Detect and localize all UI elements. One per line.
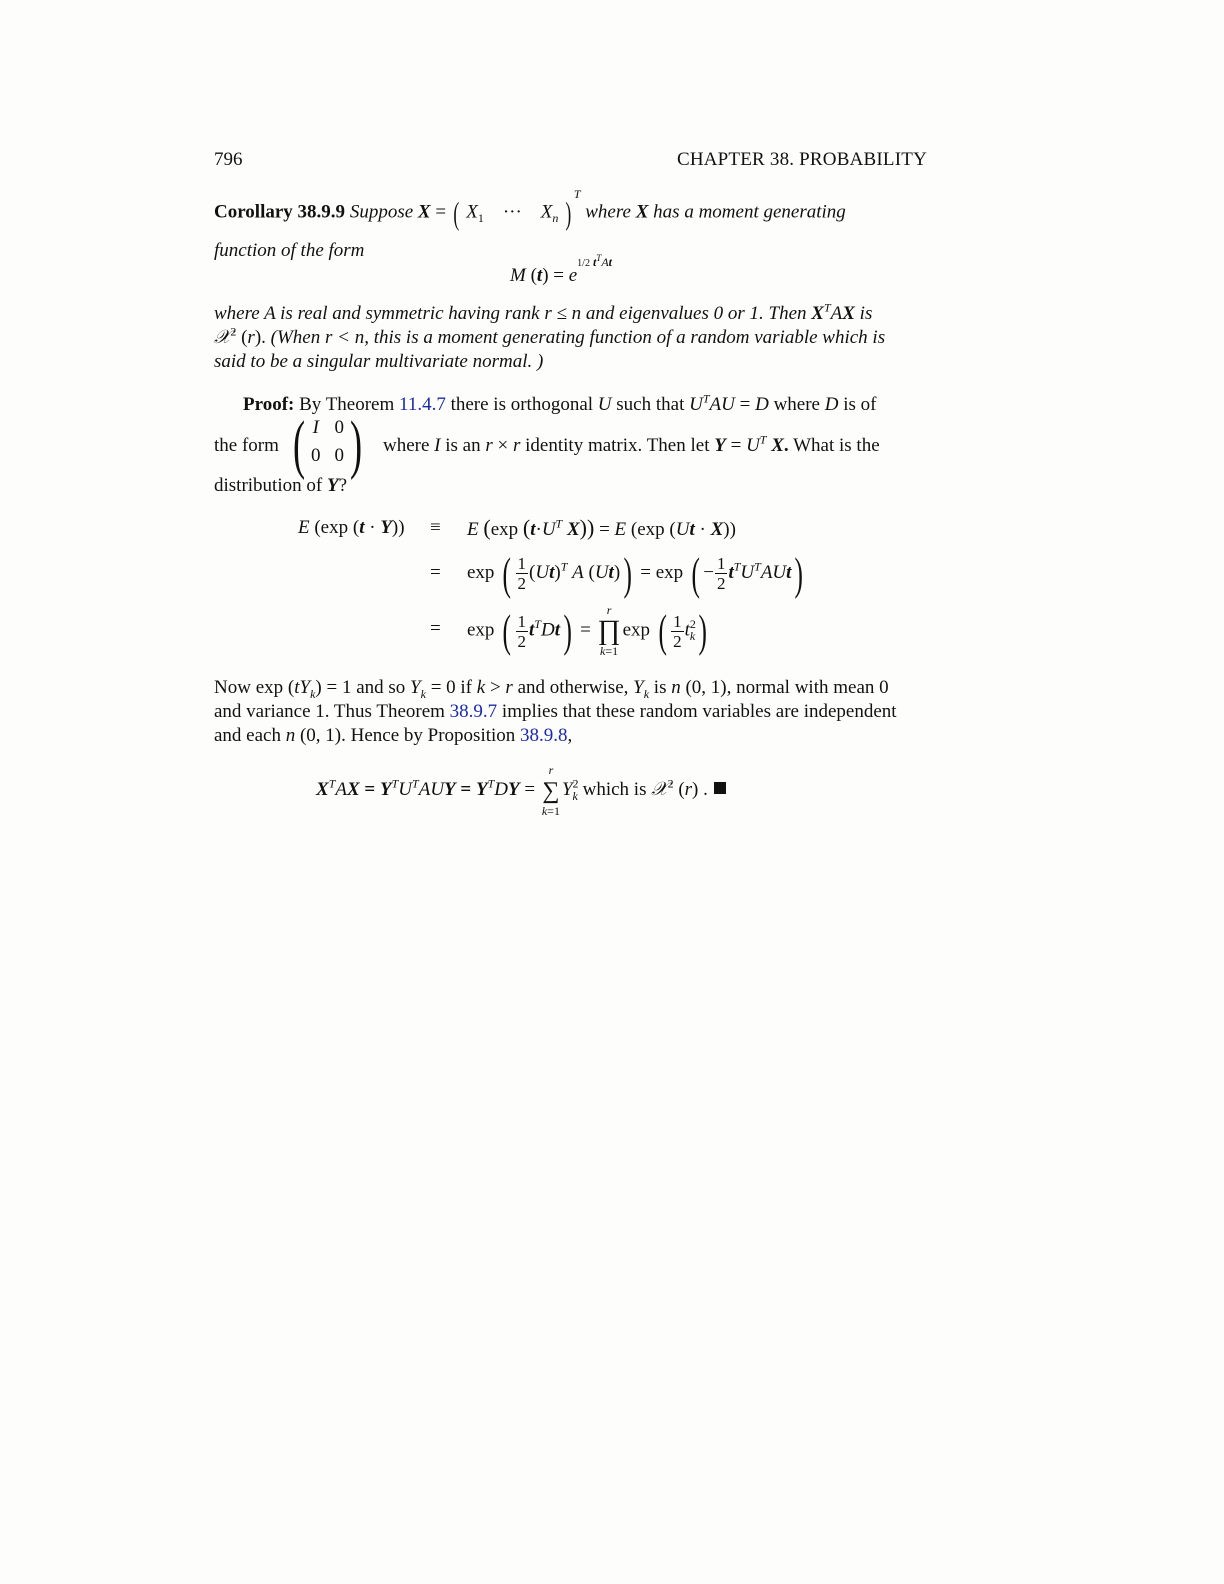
proof-line3: distribution of Y? <box>214 475 347 496</box>
corollary-label: Corollary 38.9.9 <box>214 201 346 223</box>
corollary-text: where A is real and symmetric having rank r ≤ n and eigenvalues 0 or 1. Then <box>214 303 807 324</box>
after-line3: and each n (0, 1). Hence by Proposition 38.9.8, <box>214 725 573 746</box>
equation-row-1: E (exp (t · Y)) <box>298 517 405 538</box>
equiv-sign: ≡ <box>430 517 441 538</box>
proof-text: Now exp <box>214 677 284 698</box>
corollary-line3: where A is real and symmetric having rank r ≤ n and eigenvalues 0 or 1. Then $X^TAX$ is <box>214 300 873 324</box>
proof-text: such that <box>616 394 685 415</box>
running-header <box>214 148 927 172</box>
proof-text: implies that these random variables are independent <box>501 701 897 722</box>
proof-text: , normal with mean 0 <box>726 677 889 698</box>
mgf-equation: M $(t) = e^{1/2 t^TAt}$ <box>510 252 612 286</box>
qed-square-icon <box>714 782 726 794</box>
theorem-link-38-9-7[interactable]: 38.9.7 <box>449 701 498 722</box>
proof-text: By Theorem <box>299 394 395 415</box>
corollary-text: (When r < n, this is a moment generating function of a random variable which is <box>270 327 886 348</box>
equals-sign: = <box>430 618 441 639</box>
block-matrix: ( I 0 0 0 ) <box>292 408 363 481</box>
equals-sign: = <box>430 562 441 583</box>
proposition-link-38-9-8[interactable]: 38.9.8 <box>520 725 568 746</box>
proof-text: where <box>773 394 820 415</box>
chapter-title: CHAPTER 38. PROBABILITY <box>676 149 927 170</box>
proof-text: if <box>460 677 473 698</box>
corollary-text: function of the form <box>214 240 365 261</box>
corollary-line4: 𝒳$^2$ (r). (When r < n, this is a moment generating function of a random variable which is <box>214 324 886 348</box>
proof-text: and variance 1. Thus Theorem <box>214 701 445 722</box>
final-equation: $X^TAX = Y^TU^TAUY = Y^TDY = r$ ∑ $k=1Y^2_k$ which is 𝒳$^2$ (r) . <box>316 762 726 818</box>
corollary-text: has a moment generating <box>653 201 846 223</box>
corollary-statement: Corollary 38.9.9 Suppose X = ( $X_1$ ··· $X_n$ )$^T$ where X has a moment generating <box>214 187 846 231</box>
corollary-text: where <box>585 201 631 223</box>
theorem-link-11-4-7[interactable]: 11.4.7 <box>399 394 446 415</box>
corollary-text: is <box>859 303 873 324</box>
proof-label: Proof: <box>243 394 295 415</box>
proof-line2: the form ( I 0 0 0 ) where I is an r × r identity matrix. Then let $Y = U^T$ X. What is the <box>214 408 880 481</box>
proof-text: the form <box>214 435 279 456</box>
after-line1: Now $\exp (tY_k) = 1$ and so $Y_k = 0$ if k > r and otherwise, $Y_k$ is n (0, 1), normal with mean 0 <box>214 677 889 701</box>
proof-text: and otherwise, <box>517 677 629 698</box>
proof-text: . Hence by Proposition <box>341 725 516 746</box>
proof-text: there is orthogonal <box>450 394 594 415</box>
proof-text: and so <box>356 677 406 698</box>
corollary-line5 <box>214 350 927 374</box>
corollary-text: said to be a singular multivariate normal. ) <box>214 351 544 372</box>
proof-text: is <box>653 677 667 698</box>
proof-text: identity matrix. Then let <box>525 435 710 456</box>
proof-text: , <box>567 725 573 746</box>
corollary-line2 <box>214 239 927 263</box>
proof-text: and each <box>214 725 281 746</box>
equation-row-2: exp ( $\frac{1}{2}$ $(Ut)^T$ A (Ut)) = exp ( − $\frac{1}{2}$ $t^TU^TAUt$) <box>467 547 804 599</box>
proof-line1: Proof: By Theorem 11.4.7 there is orthogonal U such that $U^TAU = D$ where D is of <box>243 391 877 415</box>
equation-row-1-rhs: E (exp ($t\cdot U^T$ X)) = E (exp (Ut · X)) <box>467 515 736 540</box>
proof-text: which is <box>582 779 647 800</box>
proof-text: distribution of <box>214 475 323 496</box>
proof-text: What is the <box>793 435 880 456</box>
proof-text: is an <box>445 435 481 456</box>
corollary-text: Suppose <box>349 201 414 223</box>
equation-row-3: exp ( $\frac{1}{2}$ $t^TDt) = r$ ∏ k=1exp ( $\frac{1}{2}$ $t^2_k$) <box>467 603 708 658</box>
proof-text: where <box>383 435 430 456</box>
proof-text: is of <box>843 394 877 415</box>
page-number: 796 <box>214 149 243 170</box>
after-line2 <box>214 700 927 724</box>
